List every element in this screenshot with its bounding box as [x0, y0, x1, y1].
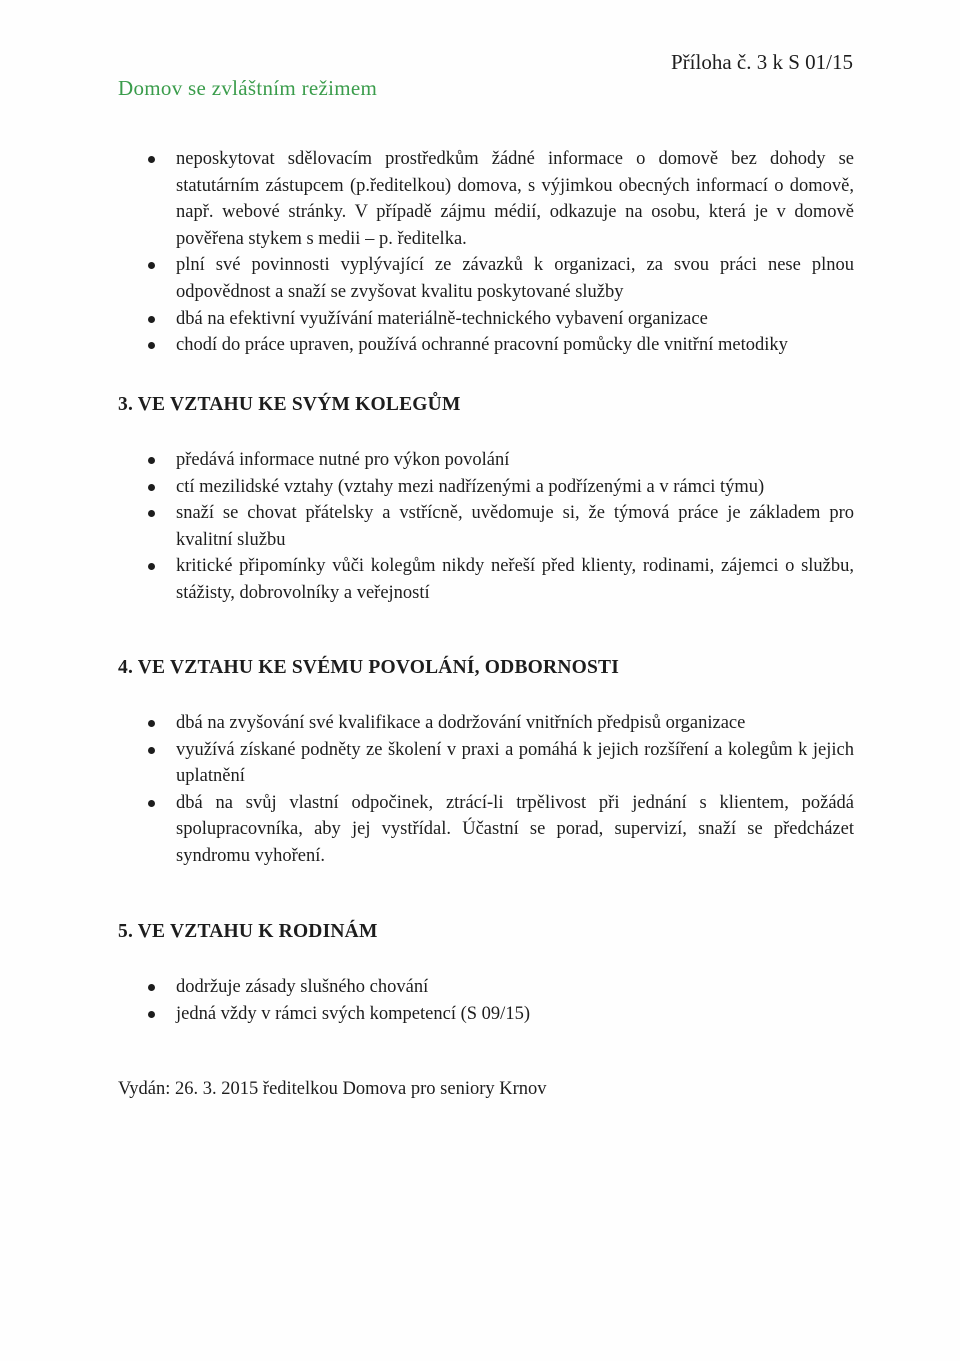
list-item-text: plní své povinnosti vyplývající ze závazků k organizaci, za svou práci nese plnou odpovědnost a snaží se zvyšovat kvalitu poskytované služby [176, 255, 854, 302]
bullet-icon [148, 510, 155, 517]
colleagues-bullet-list [118, 447, 854, 607]
document-reference: Příloha č. 3 k S 01/15 [671, 50, 853, 74]
bullet-icon [148, 457, 155, 464]
issued-statement: Vydán: 26. 3. 2015 ředitelkou Domova pro seniory Krnov [118, 1079, 547, 1099]
bullet-icon [148, 984, 155, 991]
list-item [118, 332, 854, 359]
list-item-text: snaží se chovat přátelsky a vstřícně, uvědomuje si, že týmová práce je základem pro kvalitní službu [176, 503, 854, 550]
section-heading-families: 5. VE VZTAHU K RODINÁM [118, 921, 378, 942]
profession-bullet-list [118, 710, 854, 870]
bullet-icon [148, 563, 155, 570]
list-item-text: dbá na zvyšování své kvalifikace a dodržování vnitřních předpisů organizace [176, 713, 746, 733]
organization-name: Domov se zvláštním režimem [118, 76, 378, 100]
bullet-icon [148, 800, 155, 807]
section-heading-profession: 4. VE VZTAHU KE SVÉMU POVOLÁNÍ, ODBORNOSTI [118, 657, 620, 678]
list-item [118, 553, 854, 606]
bullet-icon [148, 342, 155, 349]
list-item-text: jedná vždy v rámci svých kompetencí (S 09/15) [176, 1003, 530, 1024]
list-item-text: chodí do práce upraven, používá ochranné pracovní pomůcky dle vnitřní metodiky [176, 335, 788, 356]
list-item-text: dbá na svůj vlastní odpočinek, ztrácí-li trpělivost při jednání s klientem, požádá spolupracovníka, aby jej vystřídal. Účastní se porad, supervizí, snaží se předcházet syndromu vyhoření. [176, 792, 854, 866]
list-item [118, 146, 854, 252]
list-item-text: ctí mezilidské vztahy (vztahy mezi nadřízenými a podřízenými a v rámci týmu) [176, 476, 765, 497]
bullet-icon [148, 156, 155, 163]
bullet-icon [148, 720, 155, 727]
list-item-text: předává informace nutné pro výkon povolání [176, 450, 510, 470]
list-item-text: využívá získané podněty ze školení v praxi a pomáhá k jejich rozšíření a kolegům k jejich uplatnění [176, 739, 854, 787]
list-item [118, 474, 854, 501]
list-item [118, 790, 854, 870]
bullet-icon [148, 262, 155, 269]
intro-bullet-list [118, 146, 854, 359]
list-item-text: dbá na efektivní využívání materiálně-technického vybavení organizace [176, 308, 708, 329]
list-item-text: kritické připomínky vůči kolegům nikdy neřeší před klienty, rodinami, zájemci o službu, stážisty, dobrovolníky a veřejností [176, 556, 854, 603]
list-item [118, 1001, 854, 1028]
list-item [118, 306, 854, 333]
bullet-icon [148, 316, 155, 323]
list-item [118, 974, 854, 1001]
list-item [118, 500, 854, 553]
list-item [118, 252, 854, 305]
list-item [118, 710, 854, 737]
bullet-icon [148, 747, 155, 754]
section-heading-colleagues: 3. VE VZTAHU KE SVÝM KOLEGŮM [118, 394, 461, 415]
list-item-text: dodržuje zásady slušného chování [176, 977, 429, 997]
bullet-icon [148, 484, 155, 491]
list-item [118, 447, 854, 474]
list-item-text: neposkytovat sdělovacím prostředkům žádné informace o domově bez dohody se statutárním zástupcem (p.ředitelkou) domova, s výjimkou obecných informací o domově, např. webové stránky. V případě zájmu médií, odkazuje na osobu, která je v domově pověřena stykem s medii – p. ředitelka. [176, 149, 854, 249]
list-item [118, 737, 854, 790]
bullet-icon [148, 1011, 155, 1018]
families-bullet-list [118, 974, 854, 1027]
